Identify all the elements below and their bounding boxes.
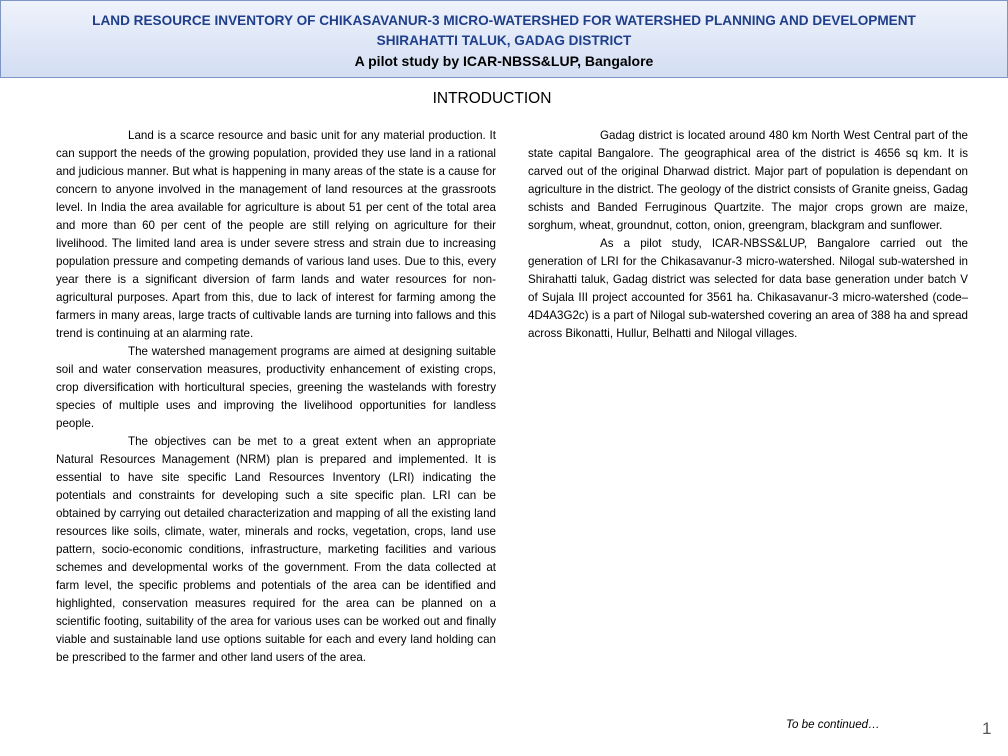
header-location: SHIRAHATTI TALUK, GADAG DISTRICT [376,33,632,48]
continued-note: To be continued… [786,718,880,731]
paragraph-objectives: The objectives can be met to a great extent when an appropriate Natural Resources Management (NRM) plan is prepared and implemented. It is essential to have site specific Land Resources Inventory (LRI) indicating the potentials and constraints for developing such a site specific plan. LRI can be obtained by carrying out detailed characterization and mapping of all the existing land resources like soils, climate, water, minerals and rocks, vegetation, crops, land use pattern, socio-economic conditions, infrastructure, marketing facilities and various schemes and developmental works of the government. From the data collected at farm level, the specific problems and potentials of the area can be identified and highlighted, conservation measures required for the area can be planned on a scientific footing, suitability of the area for various uses can be worked out and finally viable and sustainable land use options suitable for each and every land holding can be prescribed to the farmer and other land users of the area. [56,435,496,664]
header-subtitle: A pilot study by ICAR-NBSS&LUP, Bangalore [354,53,654,69]
right-column [528,127,968,343]
paragraph-land-scarcity: Land is a scarce resource and basic unit for any material production. It can support the needs of the growing population, provided they use land in a rational and judicious manner. But what is happening in many areas of the state is a cause for concern to anyone involved in the management of land resources at the grassroots level. In India the area available for agriculture is about 51 per cent of the total area and more than 60 per cent of the people are still relying on agriculture for their livelihood. The limited land area is under severe stress and strain due to increasing population pressure and competing demands of various land uses. Due to this, every year there is a significant diversion of farm lands and water resources for non-agricultural purposes. Apart from this, due to lack of interest for farming among the farmers in many areas, large tracts of cultivable lands are turning into fallows and this trend is continuing at an alarming rate. [56,129,496,340]
paragraph-gadag-district: Gadag district is located around 480 km North West Central part of the state capital Bangalore. The geographical area of the district is 4656 sq km. It is carved out of the original Dharwad district. Major part of population is dependant on agriculture in the district. The geology of the district consists of Granite gneiss, Gadag schists and Banded Ferruginous Quartzite. The major crops grown are maize, sorghum, wheat, groundnut, cotton, onion, greengram, blackgram and sunflower. [528,129,968,232]
left-column [56,127,496,667]
page-number: 1 [982,719,992,738]
report-header [0,0,1008,78]
section-title: INTRODUCTION [432,90,552,107]
paragraph-watershed-programs: The watershed management programs are aimed at designing suitable soil and water conservation measures, productivity enhancement of existing crops, crop diversification with horticultural species, greening the wastelands with forestry species of multiple uses and improving the livelihood opportunities for landless people. [56,345,496,430]
header-title: LAND RESOURCE INVENTORY OF CHIKASAVANUR-3 MICRO-WATERSHED FOR WATERSHED PLANNING AND DEVELOPMENT [92,13,916,28]
paragraph-pilot-study: As a pilot study, ICAR-NBSS&LUP, Bangalore carried out the generation of LRI for the Chikasavanur-3 micro-watershed. Nilogal sub-watershed in Shirahatti taluk, Gadag district was selected for data base generation under batch V of Sujala III project accounted for 3561 ha. Chikasavanur-3 micro-watershed (code–4D4A3G2c) is a part of Nilogal sub-watershed covering an area of 388 ha and spread across Bikonatti, Hullur, Belhatti and Nilogal villages. [528,237,968,340]
